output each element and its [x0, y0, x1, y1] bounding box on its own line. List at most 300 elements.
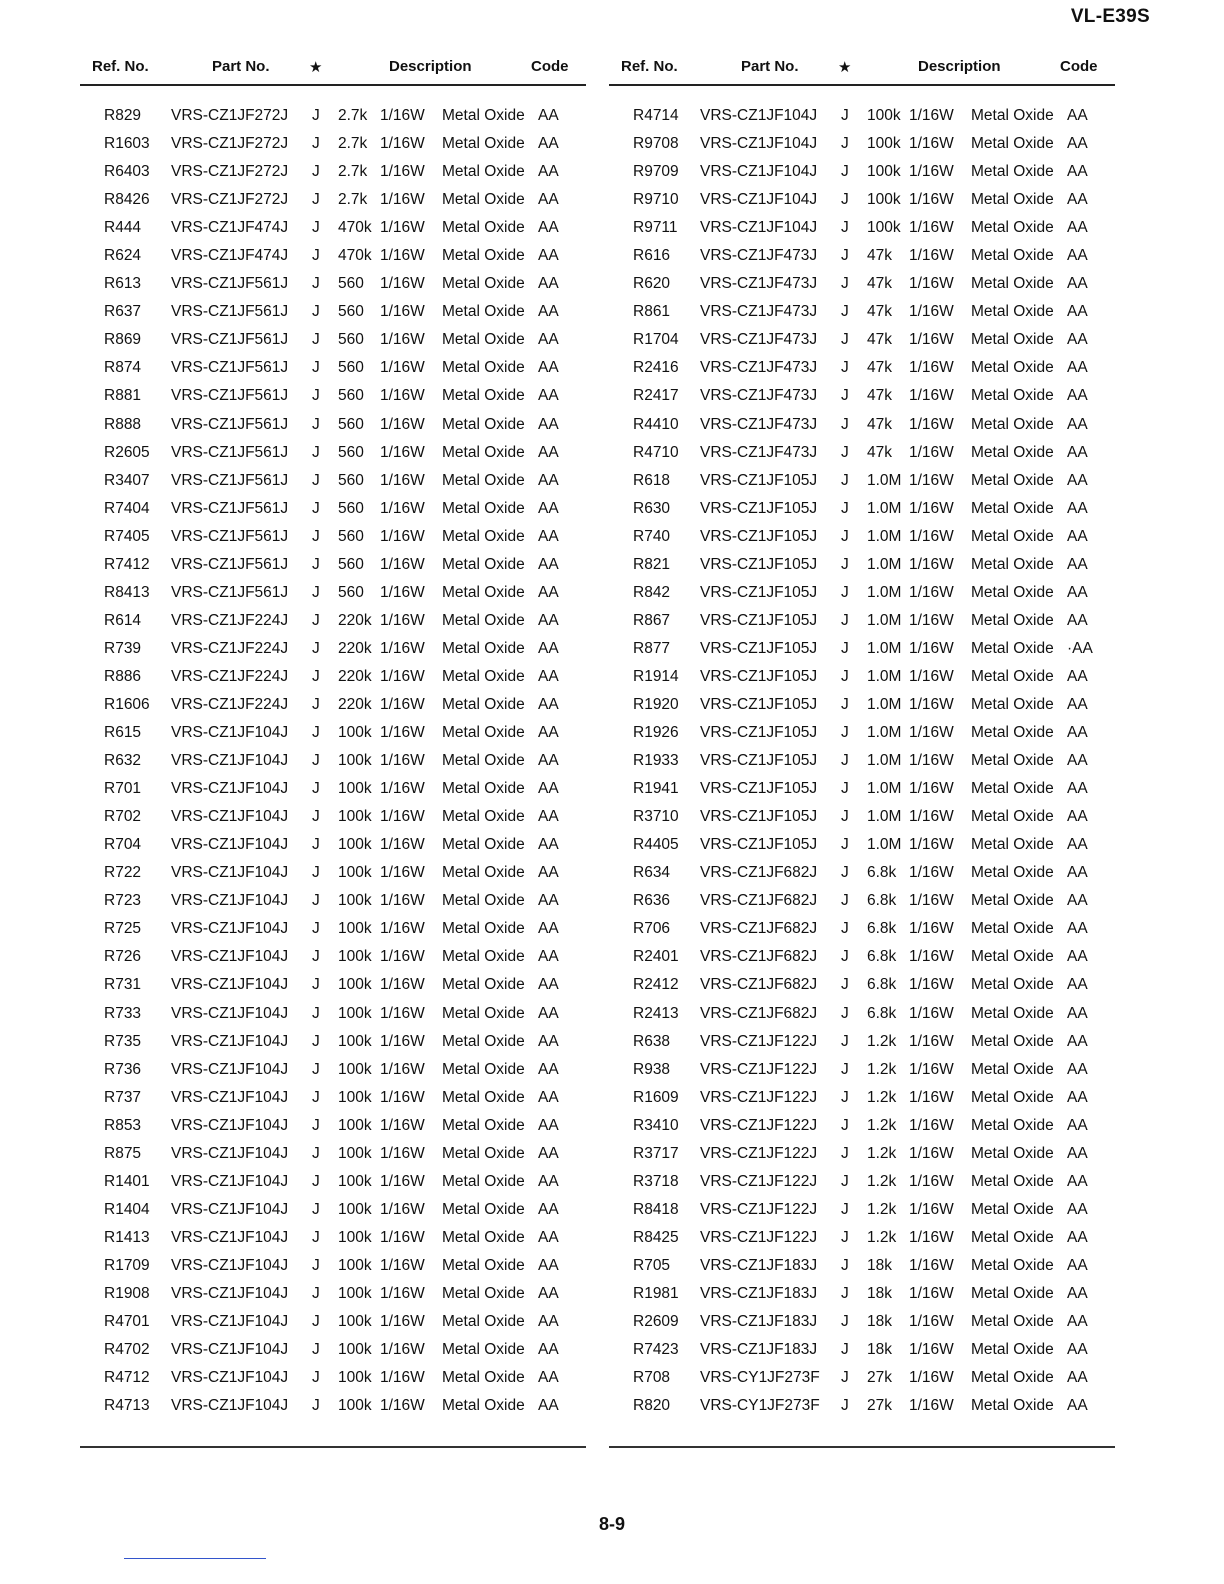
ref-no-cell: R723 [104, 892, 142, 910]
ref-no-cell: R6403 [104, 163, 150, 181]
description-cell: Metal Oxide [442, 1200, 525, 1218]
ref-no-cell: R888 [104, 415, 142, 433]
description-cell: Metal Oxide [442, 331, 525, 349]
description-cell: Metal Oxide [971, 920, 1054, 938]
description-cell: Metal Oxide [971, 1369, 1054, 1387]
code-cell: AA [538, 639, 559, 657]
wattage-cell: 1/16W [380, 1228, 425, 1246]
rank-cell: J [841, 836, 849, 854]
description-cell: Metal Oxide [442, 1116, 525, 1134]
table-body [80, 107, 586, 1425]
code-cell: AA [1067, 1256, 1088, 1274]
value-cell: 100k [338, 724, 372, 742]
table-row [609, 584, 1115, 612]
wattage-cell: 1/16W [909, 1116, 954, 1134]
part-no-cell: VRS-CZ1JF473J [700, 415, 818, 433]
ref-no-cell: R2417 [633, 387, 679, 405]
rank-cell: J [312, 1228, 320, 1246]
table-row [609, 1257, 1115, 1285]
wattage-cell: 1/16W [909, 471, 954, 489]
rank-cell: J [312, 1032, 320, 1050]
wattage-cell: 1/16W [380, 1144, 425, 1162]
value-cell: 47k [867, 443, 892, 461]
value-cell: 1.0M [867, 667, 902, 685]
ref-no-cell: R9709 [633, 163, 679, 181]
code-cell: AA [1067, 808, 1088, 826]
ref-no-cell: R4410 [633, 415, 679, 433]
wattage-cell: 1/16W [380, 107, 425, 124]
value-cell: 100k [338, 1032, 372, 1050]
rank-cell: J [312, 892, 320, 910]
value-cell: 47k [867, 387, 892, 405]
table-row [609, 1397, 1115, 1425]
value-cell: 1.0M [867, 695, 902, 713]
wattage-cell: 1/16W [909, 1369, 954, 1387]
value-cell: 6.8k [867, 864, 897, 882]
model-number: VL-E39S [1070, 6, 1150, 27]
bottom-rule [80, 1446, 586, 1448]
value-cell: 47k [867, 331, 892, 349]
part-no-cell: VRS-CZ1JF104J [171, 780, 289, 798]
description-cell: Metal Oxide [971, 892, 1054, 910]
value-cell: 100k [338, 1284, 372, 1302]
rank-cell: J [841, 611, 849, 629]
table-header [80, 58, 586, 82]
wattage-cell: 1/16W [380, 303, 425, 321]
part-no-cell: VRS-CZ1JF122J [700, 1088, 818, 1106]
wattage-cell: 1/16W [909, 1256, 954, 1274]
header-star-icon: ★ [309, 59, 323, 76]
value-cell: 560 [338, 471, 364, 489]
ref-no-cell: R4710 [633, 443, 679, 461]
table-row [80, 640, 586, 668]
value-cell: 560 [338, 303, 364, 321]
part-no-cell: VRS-CZ1JF104J [171, 724, 289, 742]
header-description: Description [918, 58, 1001, 75]
description-cell: Metal Oxide [971, 555, 1054, 573]
wattage-cell: 1/16W [380, 1004, 425, 1022]
part-no-cell: VRS-CZ1JF104J [700, 107, 818, 124]
rank-cell: J [841, 1228, 849, 1246]
code-cell: AA [538, 808, 559, 826]
value-cell: 47k [867, 247, 892, 265]
code-cell: AA [1067, 1341, 1088, 1359]
ref-no-cell: R614 [104, 611, 142, 629]
rank-cell: J [841, 1172, 849, 1190]
value-cell: 560 [338, 387, 364, 405]
table-row [609, 752, 1115, 780]
ref-no-cell: R737 [104, 1088, 142, 1106]
table-row [609, 444, 1115, 472]
code-cell: AA [538, 1284, 559, 1302]
table-row [609, 387, 1115, 415]
table-row [609, 528, 1115, 556]
code-cell: AA [538, 163, 559, 181]
wattage-cell: 1/16W [380, 1088, 425, 1106]
table-row [80, 1089, 586, 1117]
part-no-cell: VRS-CZ1JF104J [171, 1032, 289, 1050]
description-cell: Metal Oxide [442, 864, 525, 882]
part-no-cell: VRS-CZ1JF122J [700, 1060, 818, 1078]
code-cell: AA [1067, 359, 1088, 377]
wattage-cell: 1/16W [380, 948, 425, 966]
ref-no-cell: R4701 [104, 1313, 150, 1331]
part-no-cell: VRS-CZ1JF104J [171, 1144, 289, 1162]
table-row [80, 1005, 586, 1033]
part-no-cell: VRS-CZ1JF682J [700, 920, 818, 938]
description-cell: Metal Oxide [442, 892, 525, 910]
code-cell: AA [538, 275, 559, 293]
part-no-cell: VRS-CZ1JF682J [700, 892, 818, 910]
description-cell: Metal Oxide [971, 724, 1054, 742]
part-no-cell: VRS-CZ1JF473J [700, 303, 818, 321]
ref-no-cell: R1981 [633, 1284, 679, 1302]
ref-no-cell: R4714 [633, 107, 679, 124]
wattage-cell: 1/16W [380, 639, 425, 657]
code-cell: AA [538, 1088, 559, 1106]
description-cell: Metal Oxide [971, 1397, 1054, 1415]
rank-cell: J [312, 191, 320, 209]
table-row [80, 107, 586, 135]
ref-no-cell: R842 [633, 583, 671, 601]
value-cell: 560 [338, 527, 364, 545]
value-cell: 560 [338, 359, 364, 377]
rank-cell: J [312, 667, 320, 685]
code-cell: AA [1067, 471, 1088, 489]
description-cell: Metal Oxide [442, 1088, 525, 1106]
part-no-cell: VRS-CZ1JF104J [171, 1088, 289, 1106]
description-cell: Metal Oxide [442, 1004, 525, 1022]
description-cell: Metal Oxide [442, 1228, 525, 1246]
wattage-cell: 1/16W [909, 1200, 954, 1218]
value-cell: 18k [867, 1284, 892, 1302]
part-no-cell: VRS-CZ1JF122J [700, 1228, 818, 1246]
ref-no-cell: R1709 [104, 1256, 150, 1274]
rank-cell: J [841, 163, 849, 181]
part-no-cell: VRS-CZ1JF104J [171, 948, 289, 966]
rank-cell: J [841, 415, 849, 433]
value-cell: 100k [338, 1228, 372, 1246]
ref-no-cell: R616 [633, 247, 671, 265]
description-cell: Metal Oxide [442, 695, 525, 713]
rank-cell: J [312, 976, 320, 994]
ref-no-cell: R705 [633, 1256, 671, 1274]
rank-cell: J [841, 808, 849, 826]
ref-no-cell: R1941 [633, 780, 679, 798]
description-cell: Metal Oxide [442, 639, 525, 657]
rank-cell: J [312, 471, 320, 489]
ref-no-cell: R829 [104, 107, 142, 124]
code-cell: AA [538, 752, 559, 770]
ref-no-cell: R1606 [104, 695, 150, 713]
part-no-cell: VRS-CZ1JF224J [171, 667, 289, 685]
ref-no-cell: R613 [104, 275, 142, 293]
part-no-cell: VRS-CZ1JF105J [700, 555, 818, 573]
rank-cell: J [841, 780, 849, 798]
ref-no-cell: R1914 [633, 667, 679, 685]
table-row [80, 1033, 586, 1061]
wattage-cell: 1/16W [380, 499, 425, 517]
part-no-cell: VRS-CZ1JF561J [171, 415, 289, 433]
ref-no-cell: R726 [104, 948, 142, 966]
ref-no-cell: R740 [633, 527, 671, 545]
header-part-no: Part No. [741, 58, 799, 75]
code-cell: AA [538, 331, 559, 349]
part-no-cell: VRS-CZ1JF561J [171, 499, 289, 517]
rank-cell: J [312, 275, 320, 293]
part-no-cell: VRS-CZ1JF105J [700, 611, 818, 629]
part-no-cell: VRS-CZ1JF122J [700, 1144, 818, 1162]
value-cell: 560 [338, 443, 364, 461]
value-cell: 2.7k [338, 163, 368, 181]
table-row [609, 500, 1115, 528]
value-cell: 2.7k [338, 135, 368, 153]
code-cell: AA [538, 1172, 559, 1190]
rank-cell: J [841, 1313, 849, 1331]
code-cell: AA [1067, 1060, 1088, 1078]
code-cell: AA [1067, 695, 1088, 713]
wattage-cell: 1/16W [380, 1060, 425, 1078]
wattage-cell: 1/16W [380, 1116, 425, 1134]
description-cell: Metal Oxide [442, 107, 525, 124]
value-cell: 6.8k [867, 892, 897, 910]
code-cell: AA [1067, 527, 1088, 545]
part-no-cell: VRS-CZ1JF104J [171, 1284, 289, 1302]
wattage-cell: 1/16W [909, 191, 954, 209]
value-cell: 47k [867, 275, 892, 293]
ref-no-cell: R630 [633, 499, 671, 517]
part-no-cell: VRS-CZ1JF104J [171, 864, 289, 882]
rank-cell: J [841, 667, 849, 685]
ref-no-cell: R725 [104, 920, 142, 938]
header-code: Code [531, 58, 569, 75]
code-cell: AA [538, 583, 559, 601]
description-cell: Metal Oxide [971, 471, 1054, 489]
table-row [80, 500, 586, 528]
wattage-cell: 1/16W [380, 191, 425, 209]
rank-cell: J [312, 1004, 320, 1022]
value-cell: 100k [338, 1200, 372, 1218]
rank-cell: J [841, 752, 849, 770]
ref-no-cell: R4713 [104, 1397, 150, 1415]
code-cell: AA [538, 387, 559, 405]
description-cell: Metal Oxide [442, 1397, 525, 1415]
description-cell: Metal Oxide [442, 303, 525, 321]
description-cell: Metal Oxide [442, 808, 525, 826]
description-cell: Metal Oxide [971, 836, 1054, 854]
ref-no-cell: R2609 [633, 1313, 679, 1331]
table-row [80, 1397, 586, 1425]
part-no-cell: VRS-CZ1JF104J [171, 836, 289, 854]
table-row [80, 1173, 586, 1201]
part-no-cell: VRS-CZ1JF104J [171, 808, 289, 826]
table-row [80, 416, 586, 444]
table-row [609, 976, 1115, 1004]
ref-no-cell: R1404 [104, 1200, 150, 1218]
part-no-cell: VRS-CZ1JF122J [700, 1200, 818, 1218]
wattage-cell: 1/16W [380, 135, 425, 153]
table-row [609, 1285, 1115, 1313]
table-row [80, 528, 586, 556]
ref-no-cell: R9710 [633, 191, 679, 209]
code-cell: AA [538, 836, 559, 854]
table-row [609, 1089, 1115, 1117]
rank-cell: J [841, 1397, 849, 1415]
value-cell: 1.0M [867, 836, 902, 854]
value-cell: 100k [338, 808, 372, 826]
wattage-cell: 1/16W [909, 415, 954, 433]
wattage-cell: 1/16W [380, 275, 425, 293]
description-cell: Metal Oxide [971, 611, 1054, 629]
header-description: Description [389, 58, 472, 75]
table-row [80, 163, 586, 191]
code-cell: AA [1067, 948, 1088, 966]
description-cell: Metal Oxide [971, 780, 1054, 798]
code-cell: AA [1067, 303, 1088, 321]
ref-no-cell: R8426 [104, 191, 150, 209]
ref-no-cell: R704 [104, 836, 142, 854]
code-cell: AA [1067, 275, 1088, 293]
wattage-cell: 1/16W [909, 695, 954, 713]
parts-table-left [80, 58, 586, 1415]
ref-no-cell: R8418 [633, 1200, 679, 1218]
description-cell: Metal Oxide [442, 163, 525, 181]
part-no-cell: VRS-CZ1JF183J [700, 1341, 818, 1359]
value-cell: 1.2k [867, 1144, 897, 1162]
code-cell: AA [538, 976, 559, 994]
rank-cell: J [841, 1369, 849, 1387]
wattage-cell: 1/16W [909, 1228, 954, 1246]
rank-cell: J [312, 864, 320, 882]
ref-no-cell: R1926 [633, 724, 679, 742]
wattage-cell: 1/16W [909, 836, 954, 854]
part-no-cell: VRS-CZ1JF104J [700, 135, 818, 153]
value-cell: 18k [867, 1341, 892, 1359]
table-row [609, 135, 1115, 163]
code-cell: AA [1067, 499, 1088, 517]
code-cell: AA [1067, 1313, 1088, 1331]
ref-no-cell: R1401 [104, 1172, 150, 1190]
description-cell: Metal Oxide [971, 415, 1054, 433]
part-no-cell: VRS-CZ1JF105J [700, 724, 818, 742]
footer-divider [124, 1558, 266, 1559]
wattage-cell: 1/16W [909, 499, 954, 517]
part-no-cell: VRS-CZ1JF474J [171, 219, 289, 237]
ref-no-cell: R7405 [104, 527, 150, 545]
wattage-cell: 1/16W [380, 359, 425, 377]
part-no-cell: VRS-CZ1JF105J [700, 780, 818, 798]
ref-no-cell: R877 [633, 639, 671, 657]
table-row [80, 219, 586, 247]
wattage-cell: 1/16W [909, 219, 954, 237]
value-cell: 1.2k [867, 1200, 897, 1218]
rank-cell: J [312, 808, 320, 826]
code-cell: AA [1067, 976, 1088, 994]
table-row [80, 247, 586, 275]
part-no-cell: VRS-CZ1JF104J [171, 976, 289, 994]
table-row [609, 191, 1115, 219]
code-cell: AA [538, 499, 559, 517]
value-cell: 2.7k [338, 191, 368, 209]
part-no-cell: VRS-CZ1JF104J [171, 1369, 289, 1387]
table-row [609, 247, 1115, 275]
description-cell: Metal Oxide [971, 303, 1054, 321]
description-cell: Metal Oxide [442, 724, 525, 742]
value-cell: 1.0M [867, 471, 902, 489]
wattage-cell: 1/16W [909, 135, 954, 153]
wattage-cell: 1/16W [909, 303, 954, 321]
table-row [609, 1341, 1115, 1369]
part-no-cell: VRS-CZ1JF104J [171, 1116, 289, 1134]
table-row [609, 948, 1115, 976]
description-cell: Metal Oxide [971, 387, 1054, 405]
description-cell: Metal Oxide [442, 387, 525, 405]
wattage-cell: 1/16W [909, 163, 954, 181]
value-cell: 1.0M [867, 780, 902, 798]
ref-no-cell: R881 [104, 387, 142, 405]
part-no-cell: VRS-CZ1JF561J [171, 555, 289, 573]
ref-no-cell: R3710 [633, 808, 679, 826]
part-no-cell: VRS-CZ1JF224J [171, 611, 289, 629]
table-row [80, 135, 586, 163]
value-cell: 1.2k [867, 1228, 897, 1246]
wattage-cell: 1/16W [909, 1172, 954, 1190]
value-cell: 1.0M [867, 724, 902, 742]
value-cell: 100k [338, 948, 372, 966]
bottom-rule [609, 1446, 1115, 1448]
rank-cell: J [841, 1032, 849, 1050]
ref-no-cell: R1603 [104, 135, 150, 153]
part-no-cell: VRS-CZ1JF682J [700, 864, 818, 882]
part-no-cell: VRS-CZ1JF682J [700, 1004, 818, 1022]
table-row [80, 892, 586, 920]
ref-no-cell: R637 [104, 303, 142, 321]
rank-cell: J [841, 1256, 849, 1274]
description-cell: Metal Oxide [971, 1228, 1054, 1246]
part-no-cell: VRS-CZ1JF561J [171, 359, 289, 377]
code-cell: AA [1067, 1088, 1088, 1106]
value-cell: 100k [338, 1004, 372, 1022]
rank-cell: J [841, 219, 849, 237]
header-rule [80, 84, 586, 86]
header-code: Code [1060, 58, 1098, 75]
description-cell: Metal Oxide [971, 275, 1054, 293]
rank-cell: J [841, 1004, 849, 1022]
rank-cell: J [312, 359, 320, 377]
rank-cell: J [312, 555, 320, 573]
wattage-cell: 1/16W [380, 1032, 425, 1050]
rank-cell: J [841, 303, 849, 321]
page-number: 8-9 [598, 1514, 625, 1534]
value-cell: 100k [338, 780, 372, 798]
code-cell: AA [538, 724, 559, 742]
code-cell: AA [1067, 555, 1088, 573]
table-row [80, 1117, 586, 1145]
rank-cell: J [841, 359, 849, 377]
rank-cell: J [312, 499, 320, 517]
wattage-cell: 1/16W [909, 639, 954, 657]
value-cell: 1.0M [867, 639, 902, 657]
ref-no-cell: R736 [104, 1060, 142, 1078]
rank-cell: J [841, 920, 849, 938]
description-cell: Metal Oxide [971, 499, 1054, 517]
part-no-cell: VRS-CZ1JF224J [171, 639, 289, 657]
part-no-cell: VRS-CY1JF273F [700, 1397, 820, 1415]
description-cell: Metal Oxide [971, 443, 1054, 461]
rank-cell: J [841, 1284, 849, 1302]
code-cell: AA [538, 359, 559, 377]
code-cell: AA [1067, 107, 1088, 124]
